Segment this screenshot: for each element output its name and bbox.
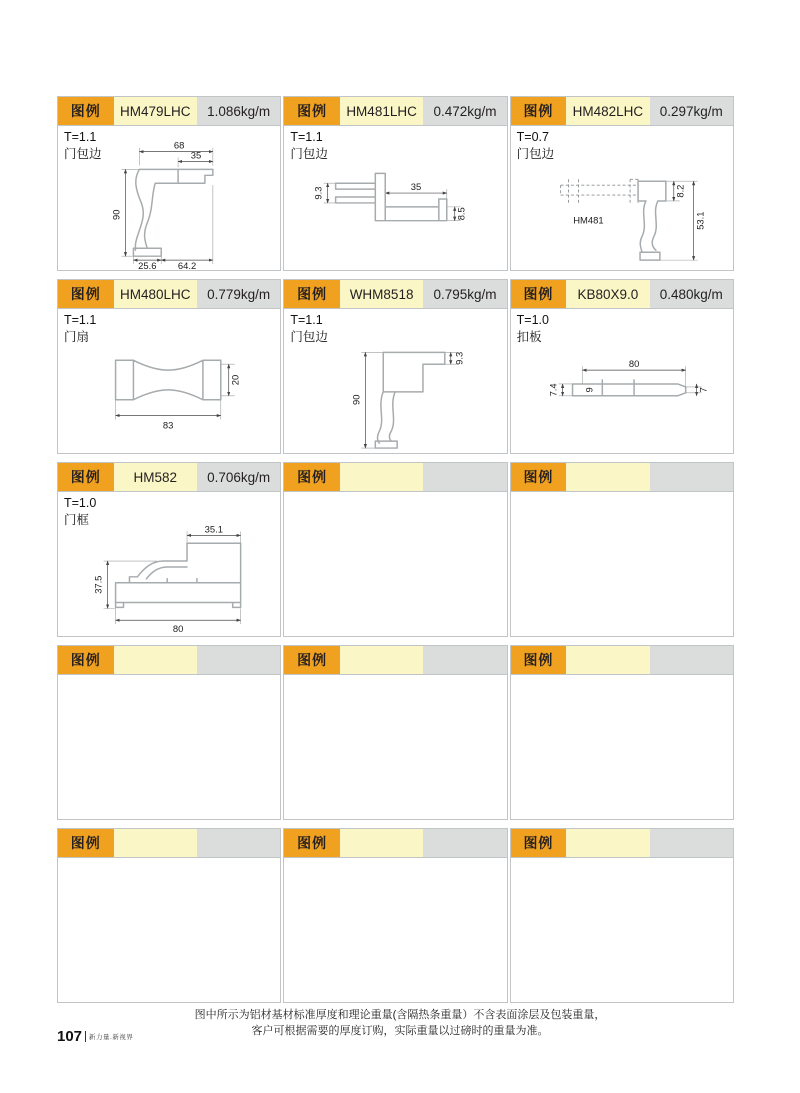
model-code xyxy=(340,829,423,857)
model-code: KB80X9.0 xyxy=(566,280,649,308)
weight-value: 0.297kg/m xyxy=(650,97,733,125)
dim-label: 80 xyxy=(172,623,184,635)
model-code xyxy=(566,829,649,857)
spec-text xyxy=(517,312,549,346)
legend-badge: 图例 xyxy=(511,646,567,674)
model-code: WHM8518 xyxy=(340,280,423,308)
weight-value: 1.086kg/m xyxy=(197,97,280,125)
cell-header xyxy=(58,646,280,674)
profile-cell-hm481lhc xyxy=(283,96,507,271)
category-label: 扣板 xyxy=(516,329,542,344)
grid-row xyxy=(57,96,734,271)
weight-value xyxy=(197,646,280,674)
model-code: HM582 xyxy=(114,463,197,491)
profile-cell-empty xyxy=(510,462,734,637)
cell-body xyxy=(58,491,280,636)
profile-cell-hm582 xyxy=(57,462,281,637)
profile-cell-empty xyxy=(283,462,507,637)
cell-header xyxy=(284,829,506,857)
weight-value: 0.706kg/m xyxy=(197,463,280,491)
weight-value: 0.480kg/m xyxy=(650,280,733,308)
profile-cell-empty xyxy=(510,645,734,820)
cell-body xyxy=(511,491,733,636)
spec-text xyxy=(517,129,555,163)
category-label: 门包边 xyxy=(64,146,102,161)
spec-text xyxy=(64,495,96,529)
cell-header xyxy=(284,280,506,308)
page-tagline: 新力量.新视界 xyxy=(89,1034,134,1041)
weight-value xyxy=(197,829,280,857)
legend-badge: 图例 xyxy=(58,280,114,308)
profile-cell-empty xyxy=(283,645,507,820)
legend-badge: 图例 xyxy=(284,463,340,491)
legend-badge: 图例 xyxy=(58,646,114,674)
cell-header xyxy=(58,829,280,857)
grid-row xyxy=(57,645,734,820)
model-code xyxy=(566,463,649,491)
thickness-label: T=1.0 xyxy=(516,313,549,327)
thickness-label: T=0.7 xyxy=(516,130,549,144)
cell-body xyxy=(58,125,280,270)
spec-text xyxy=(64,129,102,163)
cell-body xyxy=(511,125,733,270)
weight-value: 0.795kg/m xyxy=(423,280,506,308)
cell-header xyxy=(284,646,506,674)
dim-label: 80 xyxy=(628,358,639,370)
grid-row xyxy=(57,462,734,637)
model-code xyxy=(114,829,197,857)
cell-header xyxy=(58,463,280,491)
dim-label: 20 xyxy=(229,374,241,386)
cell-body xyxy=(58,857,280,1002)
cell-header xyxy=(511,97,733,125)
weight-value xyxy=(650,646,733,674)
footer-note-line1: 图中所示为铝材基材标准厚度和理论重量(含隔热条重量）不含表面涂层及包装重量， xyxy=(194,1009,606,1021)
dim-label: 9.3 xyxy=(313,186,325,200)
legend-badge: 图例 xyxy=(284,280,340,308)
profile-cell-empty xyxy=(510,828,734,1003)
thickness-label: T=1.0 xyxy=(64,496,97,510)
profile-cell-hm482lhc xyxy=(510,96,734,271)
thickness-label: T=1.1 xyxy=(290,313,323,327)
cell-header xyxy=(284,463,506,491)
cell-body xyxy=(284,491,506,636)
weight-value xyxy=(650,829,733,857)
reference-profile-label: HM481 xyxy=(572,214,604,226)
profile-cell-whm8518 xyxy=(283,279,507,454)
profile-cell-empty xyxy=(57,828,281,1003)
dim-label: 35.1 xyxy=(204,523,223,535)
legend-badge: 图例 xyxy=(511,829,567,857)
page-number-block xyxy=(57,1028,133,1045)
cell-header xyxy=(511,463,733,491)
legend-badge: 图例 xyxy=(284,829,340,857)
cell-header xyxy=(511,646,733,674)
profile-grid xyxy=(57,96,734,1011)
legend-badge: 图例 xyxy=(284,646,340,674)
model-code xyxy=(114,646,197,674)
model-code: HM482LHC xyxy=(566,97,649,125)
category-label: 门框 xyxy=(64,512,90,527)
dim-label: 64.2 xyxy=(177,260,197,270)
thickness-label: T=1.1 xyxy=(64,130,97,144)
cell-body xyxy=(511,308,733,453)
legend-badge: 图例 xyxy=(58,97,114,125)
weight-value: 0.779kg/m xyxy=(197,280,280,308)
weight-value xyxy=(423,463,506,491)
weight-value xyxy=(423,646,506,674)
dim-label: 90 xyxy=(350,394,362,405)
dim-label: 7 xyxy=(697,387,709,393)
grid-row xyxy=(57,279,734,454)
dim-label: 35 xyxy=(190,149,202,161)
legend-badge: 图例 xyxy=(284,97,340,125)
cell-body xyxy=(58,308,280,453)
cell-body xyxy=(58,674,280,819)
category-label: 门包边 xyxy=(516,146,555,161)
cell-header xyxy=(58,97,280,125)
category-label: 门包边 xyxy=(290,329,328,344)
cell-body xyxy=(511,857,733,1002)
cell-header xyxy=(58,280,280,308)
legend-badge: 图例 xyxy=(511,280,567,308)
dim-label: 9.3 xyxy=(453,351,465,365)
profile-cell-empty xyxy=(283,828,507,1003)
dim-label: 8.5 xyxy=(455,207,467,221)
thickness-label: T=1.1 xyxy=(64,313,97,327)
cell-header xyxy=(284,97,506,125)
cell-body xyxy=(511,674,733,819)
dim-label: 37.5 xyxy=(92,575,104,594)
dim-label: 25.6 xyxy=(138,260,157,270)
category-label: 门包边 xyxy=(290,146,328,161)
cell-header xyxy=(511,280,733,308)
dim-label: 9 xyxy=(583,387,595,393)
category-label: 门扇 xyxy=(64,329,90,344)
profile-cell-hm480lhc xyxy=(57,279,281,454)
weight-value xyxy=(650,463,733,491)
dim-label: 7.4 xyxy=(547,383,559,397)
model-code xyxy=(340,463,423,491)
cell-body xyxy=(284,674,506,819)
dim-label: 68 xyxy=(173,139,185,151)
dim-label: 8.2 xyxy=(674,184,686,198)
spec-text xyxy=(290,312,328,346)
spec-text xyxy=(64,312,96,346)
legend-badge: 图例 xyxy=(511,97,567,125)
grid-row xyxy=(57,828,734,1003)
dim-label: 90 xyxy=(110,209,122,220)
model-code xyxy=(340,646,423,674)
legend-badge: 图例 xyxy=(58,463,114,491)
cell-body xyxy=(284,308,506,453)
weight-value xyxy=(423,829,506,857)
profile-cell-kb80x90 xyxy=(510,279,734,454)
dim-label: 53.1 xyxy=(694,211,706,230)
model-code: HM481LHC xyxy=(340,97,423,125)
cell-body xyxy=(284,125,506,270)
page-number-divider xyxy=(85,1031,86,1042)
weight-value: 0.472kg/m xyxy=(423,97,506,125)
profile-cell-hm479lhc xyxy=(57,96,281,271)
legend-badge: 图例 xyxy=(511,463,567,491)
footer-note-line2: 客户可根据需要的厚度订购，实际重量以过磅时的重量为准。 xyxy=(251,1025,549,1037)
thickness-label: T=1.1 xyxy=(290,130,323,144)
cell-body xyxy=(284,857,506,1002)
model-code xyxy=(566,646,649,674)
legend-badge: 图例 xyxy=(58,829,114,857)
cell-header xyxy=(511,829,733,857)
spec-text xyxy=(290,129,328,163)
dim-label: 83 xyxy=(162,419,174,431)
profile-cell-empty xyxy=(57,645,281,820)
model-code: HM479LHC xyxy=(114,97,197,125)
model-code: HM480LHC xyxy=(114,280,197,308)
dim-label: 35 xyxy=(411,181,422,193)
page-number: 107 xyxy=(57,1028,83,1045)
